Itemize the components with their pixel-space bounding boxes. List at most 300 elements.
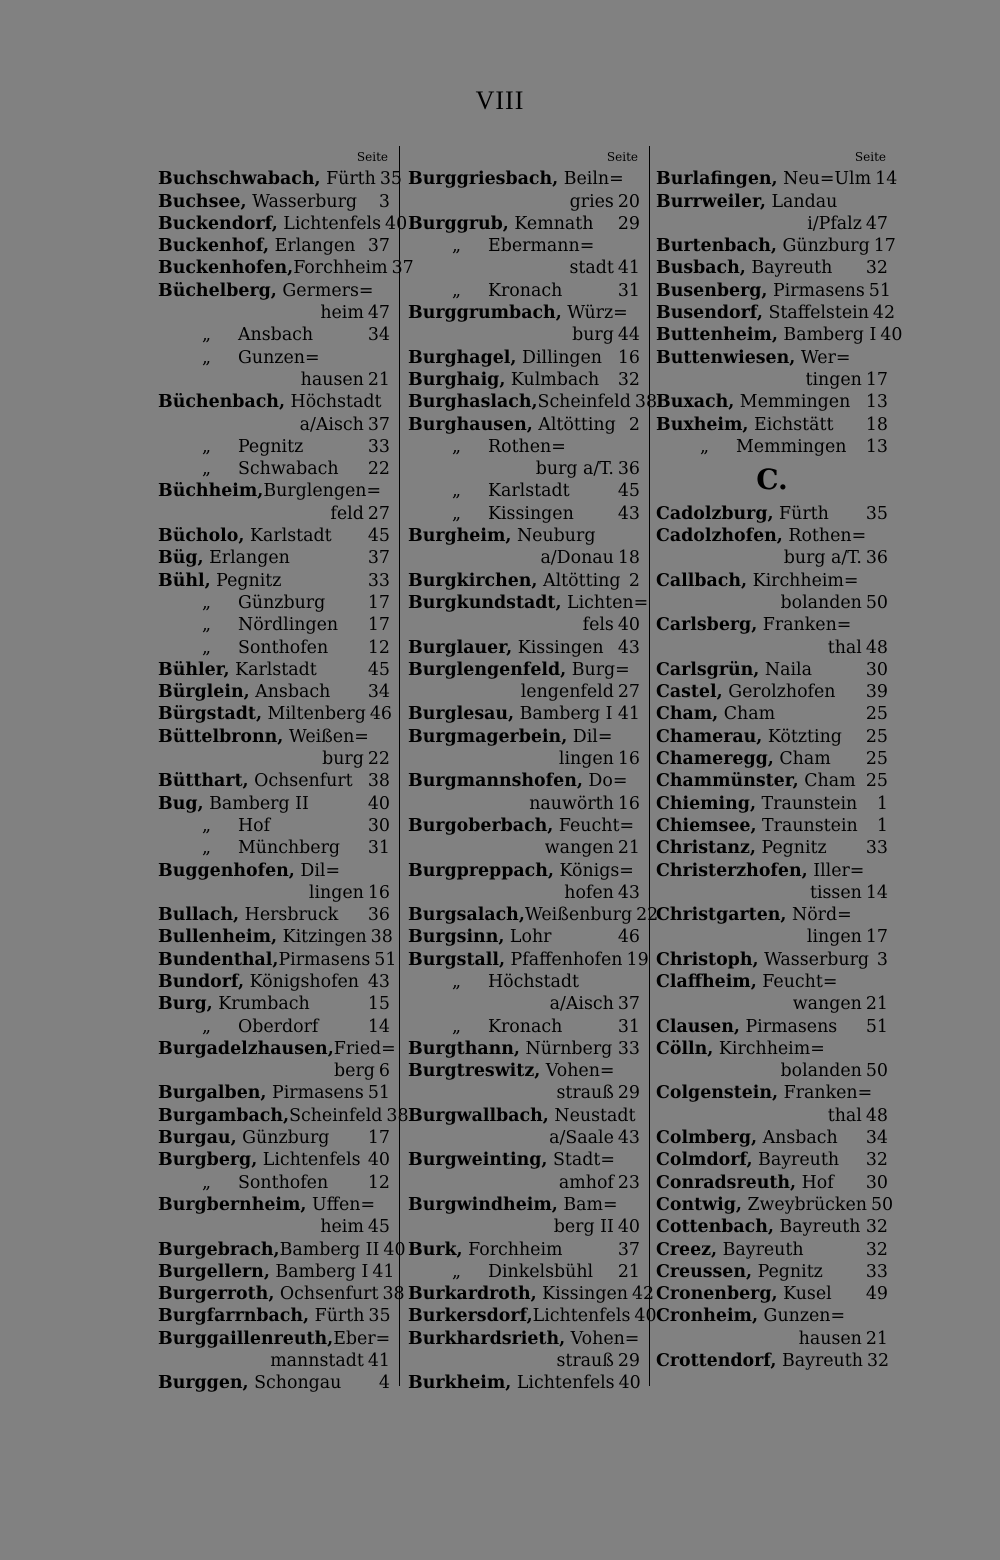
index-entry <box>408 347 640 369</box>
entry-text <box>656 614 884 636</box>
page-ref: 17 <box>873 236 896 257</box>
ditto-mark: „ <box>452 971 462 992</box>
index-entry <box>656 414 888 436</box>
page-ref: 30 <box>367 815 390 836</box>
entry-district: Neuburg <box>511 526 596 547</box>
page-ref <box>884 525 888 547</box>
entry-district: Stadt= <box>547 1150 615 1171</box>
entry-district: Dillingen <box>516 347 603 368</box>
entry-text <box>656 1216 862 1238</box>
entry-text <box>408 347 614 369</box>
index-entry <box>656 971 888 993</box>
ditto-mark: „ <box>202 637 212 658</box>
page-ref: 40 <box>617 1217 640 1238</box>
entry-district: Bamberg II <box>279 1239 380 1260</box>
page-ref: 45 <box>367 526 390 547</box>
entry-district: Beiln= <box>558 169 624 190</box>
page-ref: 33 <box>367 570 390 591</box>
entry-place: Burkhardsrieth, <box>408 1328 566 1349</box>
entry-district: Lohr <box>504 927 552 948</box>
entry-text <box>158 1149 364 1171</box>
entry-text <box>158 1105 382 1127</box>
index-entry <box>408 949 649 971</box>
page-ref: 43 <box>617 882 640 903</box>
entry-place: Christerzhofen, <box>656 860 808 881</box>
entry-place: Cham, <box>656 704 719 725</box>
ditto-mark: „ <box>452 481 462 502</box>
index-entry-ditto <box>408 503 640 525</box>
page-ref: 21 <box>865 1328 888 1349</box>
index-entry <box>656 1216 888 1238</box>
continuation-text: berg <box>334 1061 375 1082</box>
index-entry <box>656 347 888 369</box>
page-ref: 22 <box>367 459 390 480</box>
entry-place: Burgweinting, <box>408 1150 548 1171</box>
entry-place: Buchsee, <box>158 191 247 212</box>
index-entry <box>408 570 640 592</box>
page-ref: 21 <box>865 994 888 1015</box>
index-entry <box>158 703 390 725</box>
entry-district: Pfaffenhofen <box>505 949 623 970</box>
page-ref: 34 <box>367 325 390 346</box>
entry-text <box>656 414 862 436</box>
page-ref: 47 <box>865 213 888 234</box>
page-ref: 6 <box>378 1061 390 1082</box>
entry-place: Burgkirchen, <box>408 570 538 591</box>
entry-place: Buttenwiesen, <box>656 347 796 368</box>
entry-text <box>158 703 366 725</box>
page-ref <box>386 280 390 302</box>
entry-place: Burglengenfeld, <box>408 659 567 680</box>
entry-district: Staffelstein <box>762 303 869 324</box>
entry-district: Pirmasens <box>767 280 865 301</box>
seite-label: Seite <box>606 150 638 164</box>
page-ref: 33 <box>617 1038 640 1059</box>
entry-place: Contwig, <box>656 1194 742 1215</box>
entry-text <box>656 793 873 815</box>
continuation-text: burg <box>572 325 614 346</box>
page-ref: 43 <box>367 971 390 992</box>
index-entry <box>656 257 888 279</box>
entry-place: Burg, <box>158 994 213 1015</box>
page-ref: 17 <box>865 927 888 948</box>
entry-district: Höchstadt <box>285 392 382 413</box>
index-entry-continuation <box>656 1328 888 1350</box>
index-entry-continuation <box>656 1060 888 1082</box>
entry-place: Bug, <box>158 793 204 814</box>
page-ref <box>636 235 640 257</box>
entry-text <box>158 391 386 413</box>
page-ref: 33 <box>367 436 390 457</box>
entry-text <box>408 1149 636 1171</box>
page-ref: 38 <box>634 392 658 413</box>
page-ref: 37 <box>367 414 390 435</box>
index-entry-ditto <box>408 480 640 502</box>
ditto-mark: „ <box>452 503 462 524</box>
entry-district: Hof <box>238 815 271 836</box>
index-entry <box>656 748 888 770</box>
page-ref <box>636 302 640 324</box>
page-ref <box>390 1328 394 1350</box>
page-ref: 25 <box>865 771 888 792</box>
entry-district: Oberdorf <box>238 1016 319 1037</box>
entry-district: Nörd= <box>786 905 852 926</box>
entry-place: Burgambach, <box>158 1105 290 1126</box>
index-entry <box>158 659 390 681</box>
entry-place: Bühler, <box>158 659 230 680</box>
entry-text <box>408 168 636 190</box>
entry-place: Burgmagerbein, <box>408 726 568 747</box>
entry-place: Burkersdorf, <box>408 1306 533 1327</box>
page-ref: 43 <box>617 637 640 658</box>
entry-district: Pegnitz <box>210 570 282 591</box>
entry-text <box>656 347 884 369</box>
page-ref <box>884 347 888 369</box>
entry-place: Buchschwabach, <box>158 169 321 190</box>
entry-district: Kitzingen <box>277 927 367 948</box>
entry-district: Günzburg <box>236 1128 330 1149</box>
entry-place: Burggrub, <box>408 213 509 234</box>
entry-text <box>656 324 876 346</box>
index-entry <box>158 1328 390 1350</box>
page-ref: 47 <box>367 303 390 324</box>
page-ref: 46 <box>617 927 640 948</box>
index-entry-ditto <box>656 436 888 458</box>
ditto-mark: „ <box>452 236 462 257</box>
continuation-text: burg a/T. <box>535 459 614 480</box>
page-ref: 51 <box>367 1083 390 1104</box>
entry-district: Schwabach <box>238 459 339 480</box>
index-entry-continuation <box>656 547 888 569</box>
entry-text <box>656 971 884 993</box>
continuation-text: burg <box>322 749 364 770</box>
entry-place: Burghaslach, <box>408 392 538 413</box>
entry-district: Rothen= <box>488 436 566 457</box>
entry-text <box>656 770 862 792</box>
entry-place: Christoph, <box>656 949 759 970</box>
page-ref: 41 <box>372 1261 395 1282</box>
entry-text <box>158 1372 375 1394</box>
page-ref: 40 <box>634 1306 657 1327</box>
index-entry-continuation <box>158 369 390 391</box>
entry-district: Cham <box>798 771 856 792</box>
entry-district: Ansbach <box>238 325 314 346</box>
page-ref <box>884 614 888 636</box>
entry-district: Lichtenfels <box>277 213 382 234</box>
entry-place: Carlsberg, <box>656 615 758 636</box>
index-entry-continuation <box>408 614 640 636</box>
continuation-text: wangen <box>544 838 614 859</box>
continuation-text: a/Aisch <box>299 414 364 435</box>
entry-district: Günzburg <box>238 592 326 613</box>
continuation-text: strauß <box>556 1083 614 1104</box>
entry-district: Pirmasens <box>278 949 371 970</box>
entry-district: Bayreuth <box>745 258 833 279</box>
entry-place: Colgenstein, <box>656 1083 779 1104</box>
page-ref <box>884 904 888 926</box>
page-ref: 21 <box>617 1261 640 1282</box>
page-ref: 32 <box>865 1150 888 1171</box>
page-ref: 25 <box>865 704 888 725</box>
entry-district: Bayreuth <box>776 1351 863 1372</box>
index-entry <box>158 480 390 502</box>
entry-text <box>158 681 364 703</box>
entry-text <box>158 770 364 792</box>
seite-label: Seite <box>854 150 886 164</box>
entry-district: Altötting <box>537 570 621 591</box>
entry-text <box>656 525 884 547</box>
index-entry-continuation <box>408 324 640 346</box>
index-entry <box>656 703 888 725</box>
index-entry-continuation <box>408 1172 640 1194</box>
entry-text <box>408 592 648 614</box>
entry-text <box>408 949 623 971</box>
entry-district: Wer= <box>795 347 851 368</box>
index-entry <box>158 971 390 993</box>
continuation-text: a/Donau <box>540 548 614 569</box>
entry-district: Bam= <box>557 1194 618 1215</box>
entry-place: Bullach, <box>158 905 240 926</box>
index-entry <box>656 949 888 971</box>
entry-place: Bundorf, <box>158 971 245 992</box>
index-entry <box>656 1082 888 1104</box>
entry-text <box>408 525 636 547</box>
entry-place: Burgtreswitz, <box>408 1061 541 1082</box>
page-ref: 18 <box>865 414 888 435</box>
entry-district: Bamberg I <box>514 704 613 725</box>
index-entry <box>656 860 888 882</box>
entry-text <box>656 681 862 703</box>
page-ref: 38 <box>382 1284 405 1305</box>
index-entry <box>158 770 390 792</box>
page-ref: 17 <box>367 592 390 613</box>
ditto-mark: „ <box>202 838 212 859</box>
page-ref <box>884 1082 888 1104</box>
entry-text <box>408 414 625 436</box>
index-entry <box>656 391 888 413</box>
entry-text <box>408 369 614 391</box>
index-entry <box>656 1305 888 1327</box>
entry-text <box>158 257 388 279</box>
index-entry <box>158 1261 395 1283</box>
entry-place: Claffheim, <box>656 971 757 992</box>
ditto-mark: „ <box>202 325 212 346</box>
ditto-mark: „ <box>202 1172 212 1193</box>
entry-text <box>408 1283 628 1305</box>
entry-district: Scheinfeld <box>289 1105 383 1126</box>
page-ref: 36 <box>367 905 390 926</box>
page-ref: 25 <box>865 749 888 770</box>
index-entry <box>408 770 640 792</box>
index-entry <box>408 213 640 235</box>
entry-place: Christanz, <box>656 838 756 859</box>
entry-place: Burgwallbach, <box>408 1105 549 1126</box>
section-letter: C. <box>756 463 788 497</box>
entry-district: Burglengen= <box>263 481 382 502</box>
page-ref: 48 <box>865 637 888 658</box>
entry-text <box>656 1305 884 1327</box>
page-ref <box>386 726 390 748</box>
page-ref: 29 <box>617 1351 640 1372</box>
entry-district: Kronach <box>488 280 563 301</box>
index-entry-continuation <box>408 882 640 904</box>
entry-text <box>656 280 865 302</box>
entry-place: Bundenthal, <box>158 949 279 970</box>
index-entry-continuation <box>408 547 640 569</box>
page-ref: 40 <box>383 1239 406 1260</box>
index-entry <box>656 1261 888 1283</box>
entry-place: Burgberg, <box>158 1150 258 1171</box>
page-ref: 14 <box>367 1016 390 1037</box>
entry-text <box>656 1127 862 1149</box>
index-entry <box>656 235 896 257</box>
page-ref: 40 <box>618 1373 641 1394</box>
entry-place: Büchenbach, <box>158 392 285 413</box>
index-entry <box>656 1127 888 1149</box>
index-entry-continuation <box>158 1350 390 1372</box>
entry-place: Büg, <box>158 548 204 569</box>
index-entry-continuation <box>656 592 888 614</box>
entry-district: Erlangen <box>269 236 356 257</box>
index-entry-continuation <box>656 926 888 948</box>
index-entry <box>656 168 898 190</box>
index-entry <box>408 926 640 948</box>
index-entry <box>656 570 888 592</box>
entry-place: Burgellern, <box>158 1261 270 1282</box>
index-entry <box>158 168 402 190</box>
page-ref <box>386 860 390 882</box>
entry-text <box>158 235 364 257</box>
entry-place: Cadolzburg, <box>656 503 774 524</box>
index-entry-continuation <box>408 1082 640 1104</box>
index-entry <box>656 1149 888 1171</box>
index-entry-continuation <box>656 369 888 391</box>
page-ref: 37 <box>617 994 640 1015</box>
page-ref: 37 <box>391 258 414 279</box>
page-ref: 1 <box>876 793 888 814</box>
index-entry <box>656 770 888 792</box>
page-ref: 38 <box>386 1105 409 1126</box>
entry-place: Creussen, <box>656 1261 753 1282</box>
page-ref: 23 <box>617 1172 640 1193</box>
index-entry <box>408 1060 640 1082</box>
index-entry <box>158 904 390 926</box>
page-ref: 32 <box>617 369 640 390</box>
entry-place: Buckenhofen, <box>158 258 294 279</box>
page-ref: 36 <box>617 459 640 480</box>
index-entry <box>158 257 414 279</box>
index-entry-ditto <box>408 1016 640 1038</box>
entry-place: Burgau, <box>158 1128 237 1149</box>
entry-text <box>158 570 364 592</box>
entry-district: Eichstätt <box>748 414 834 435</box>
entry-text <box>656 1261 862 1283</box>
index-entry <box>656 302 896 324</box>
entry-text <box>656 659 862 681</box>
page-ref: 40 <box>880 325 903 346</box>
entry-district: Scheinfeld <box>537 392 631 413</box>
entry-place: Bürglein, <box>158 682 250 703</box>
entry-place: Bürgstadt, <box>158 704 263 725</box>
entry-district: Fürth <box>309 1306 365 1327</box>
entry-place: Cölln, <box>656 1038 714 1059</box>
page-ref: 50 <box>870 1194 894 1215</box>
index-entry <box>158 1149 390 1171</box>
index-entry <box>158 1239 406 1261</box>
index-entry <box>408 1283 655 1305</box>
entry-district: Franken= <box>757 615 852 636</box>
index-entry-ditto <box>158 815 390 837</box>
index-entry-ditto <box>158 837 390 859</box>
index-entry <box>158 926 393 948</box>
entry-district: Kötzting <box>762 726 842 747</box>
index-entry-continuation <box>158 503 390 525</box>
entry-district: Ebermann= <box>488 236 595 257</box>
page-ref: 27 <box>367 503 390 524</box>
entry-place: Crottendorf, <box>656 1351 777 1372</box>
entry-place: Burgmannshofen, <box>408 771 583 792</box>
entry-district: Nördlingen <box>238 615 339 636</box>
index-entry <box>656 726 888 748</box>
page-ref: 13 <box>865 392 888 413</box>
page-ref: 49 <box>865 1284 888 1305</box>
entry-place: Burglesau, <box>408 704 515 725</box>
entry-district: Kissingen <box>536 1284 628 1305</box>
page-ref: 29 <box>617 1083 640 1104</box>
entry-district: Königshofen <box>244 971 360 992</box>
entry-text <box>408 570 625 592</box>
entry-place: Burkheim, <box>408 1373 512 1394</box>
index-entry-continuation <box>408 1127 640 1149</box>
page-ref: 3 <box>378 191 390 212</box>
index-entry <box>408 703 640 725</box>
page-ref: 2 <box>628 570 640 591</box>
page-ref: 17 <box>367 615 390 636</box>
page-ref: 20 <box>617 191 640 212</box>
page-ref <box>636 860 640 882</box>
entry-place: Buxach, <box>656 392 735 413</box>
entry-place: Büchelberg, <box>158 280 277 301</box>
page-ref: 34 <box>865 1128 888 1149</box>
entry-place: Burghaig, <box>408 369 506 390</box>
entry-place: Burgheim, <box>408 526 512 547</box>
page-ref: 38 <box>367 771 390 792</box>
page-ref: 37 <box>367 236 390 257</box>
entry-text <box>408 637 614 659</box>
page-ref: 43 <box>617 503 640 524</box>
index-entry <box>656 503 888 525</box>
page-ref: 32 <box>865 1217 888 1238</box>
entry-place: Bütthart, <box>158 771 249 792</box>
entry-place: Buckendorf, <box>158 213 278 234</box>
index-entry <box>158 1038 396 1060</box>
entry-place: Burkardroth, <box>408 1284 537 1305</box>
entry-district: Memmingen <box>734 392 851 413</box>
entry-text <box>656 391 862 413</box>
index-entry <box>408 369 640 391</box>
entry-text <box>158 926 367 948</box>
page-ref: 48 <box>865 1105 888 1126</box>
entry-text <box>408 213 614 235</box>
entry-place: Chameregg, <box>656 749 774 770</box>
entry-district: Fried= <box>333 1038 396 1059</box>
entry-place: Callbach, <box>656 570 748 591</box>
continuation-text: lingen <box>806 927 862 948</box>
entry-district: Neu=Ulm <box>777 169 872 190</box>
entry-district: Pegnitz <box>752 1261 823 1282</box>
index-entry <box>408 1305 657 1327</box>
entry-text <box>656 904 884 926</box>
